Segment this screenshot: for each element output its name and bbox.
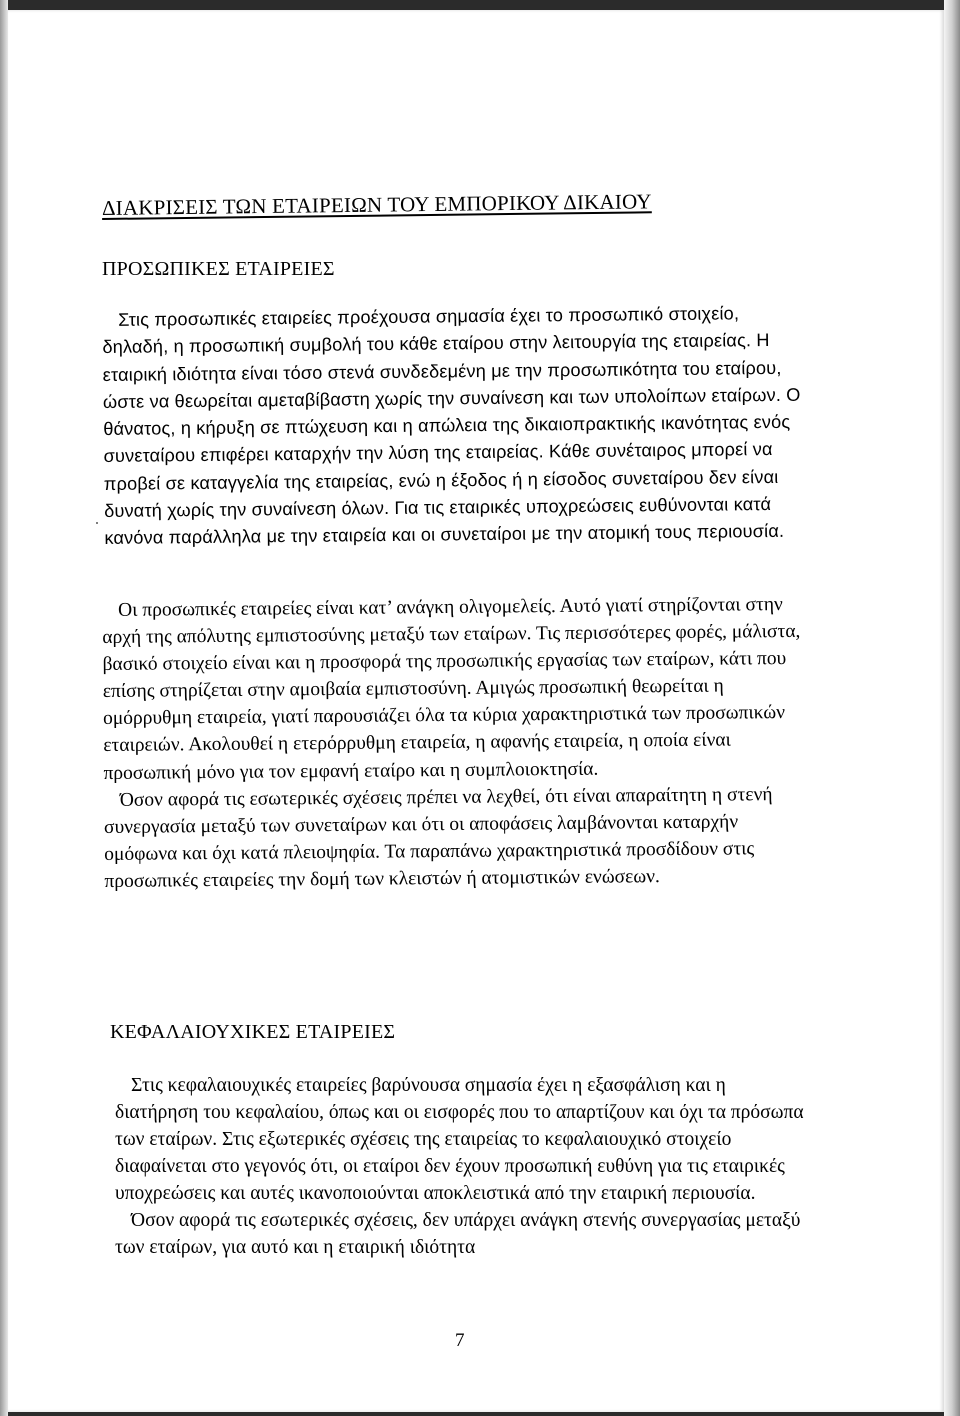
section1-paragraph1: Στις προσωπικές εταιρείες προέχουσα σημασία έχει το προσωπικό στοιχείο, δηλαδή, η προσωπική συμβολή του κάθε εταίρου στην λειτουργία της εταιρείας. Η εταιρική ιδιότητα είναι τόσο στενά συνδεδεμένη με την προσωπικότητα του εταίρου, ώστε να θεωρείται αμεταβίβαστη χωρίς την συναίνεση και των υπολοίπων εταίρων. Ο θάνατος, η κήρυξη σε πτώχευση και η απώλεια της δικαιοπρακτικής ικανότητας ενός συνεταίρου επιφέρει καταρχήν την λύση της εταιρείας. Κάθε συνέταιρος μπορεί να προβεί σε καταγγελία της εταιρείας, ενώ η έξοδος ή η είσοδος συνεταίρου δεν είναι δυνατή χωρίς την συναίνεση όλων. Για τις εταιρικές υποχρεώσεις ευθύνονται κατά κανόνα παράλληλα με την εταιρεία και οι συνεταίροι με την ατομική τους περιουσία. [102,303,801,549]
section-title-capital-companies: ΚΕΦΑΛΑΙΟΥΧΙΚΕΣ ΕΤΑΙΡΕΙΕΣ [110,1021,396,1043]
section1-paragraph2: Οι προσωπικές εταιρείες είναι κατ’ ανάγκη ολιγομελείς. Αυτό γιατί στηρίζονται στην αρχή της απόλυτης εμπιστοσύνης μεταξύ των εταίρων. Τις περισσότερες φορές, μάλιστα, βασικό στοιχείο είναι και η προσφορά της προσωπικής εργασίας των εταίρων, κάτι που επίσης στηρίζεται στην αμοιβαία εμπιστοσύνη. Αμιγώς προσωπική θεωρείται η ομόρρυθμη εταιρεία, γιατί παρουσιάζει όλα τα κύρια χαρακτηριστικά των προσωπικών εταιρειών. Ακολουθεί η ετερόρρυθμη εταιρεία, η αφανής εταιρεία, η οποία είναι προσωπική μόνο για τον εμφανή εταίρο και η συμπλοιοκτησία. [102,594,801,784]
scan-left-edge [0,0,8,1416]
main-title: ΔΙΑΚΡΙΣΕΙΣ ΤΩΝ ΕΤΑΙΡΕΙΩΝ ΤΟΥ ΕΜΠΟΡΙΚΟΥ ΔΙΚΑΙΟΥ [101,189,652,220]
page-number: 7 [455,1330,465,1351]
section1-paragraph3: Όσον αφορά τις εσωτερικές σχέσεις πρέπει να λεχθεί, ότι είναι απαραίτητη η στενή συνεργασία μεταξύ των συνεταίρων και ότι οι αποφάσεις λαμβάνονται καταρχήν ομόφωνα και όχι κατά πλειοψηφία. Τα παραπάνω χαρακτηριστικά προσδίδουν στις προσωπικές εταιρείες την δομή των κλειστών ή ατομιστικών ενώσεων. [103,783,773,892]
section2-paragraph2: Όσον αφορά τις εσωτερικές σχέσεις, δεν υπάρχει ανάγκη στενής συνεργασίας μεταξύ των εταίρων, για αυτό και η εταιρική ιδιότητα [115,1210,801,1258]
section2-paragraph1: Στις κεφαλαιουχικές εταιρείες βαρύνουσα σημασία έχει η εξασφάλιση και η διατήρηση του κεφαλαίου, όπως και οι εισφορές που το απαρτίζουν και όχι τα πρόσωπα των εταίρων. Στις εξωτερικές σχέσεις της εταιρείας το κεφαλαιουχικό στοιχείο διαφαίνεται στο γεγονός ότι, οι εταίροι δεν έχουν προσωπική ευθύνη για τις εταιρικές υποχρεώσεις και αυτές ικανοποιούνται αποκλειστικά από την εταιρική περιουσία. [115,1075,804,1204]
scan-speck [96,522,98,524]
section1-paragraphs-block [102,591,805,895]
section2-paragraphs-block [115,1072,805,1261]
section-title-personal-companies: ΠΡΟΣΩΠΙΚΕΣ ΕΤΑΙΡΕΙΕΣ [102,258,335,280]
scan-right-edge [944,0,960,1416]
section1-paragraph1-block [102,300,805,553]
